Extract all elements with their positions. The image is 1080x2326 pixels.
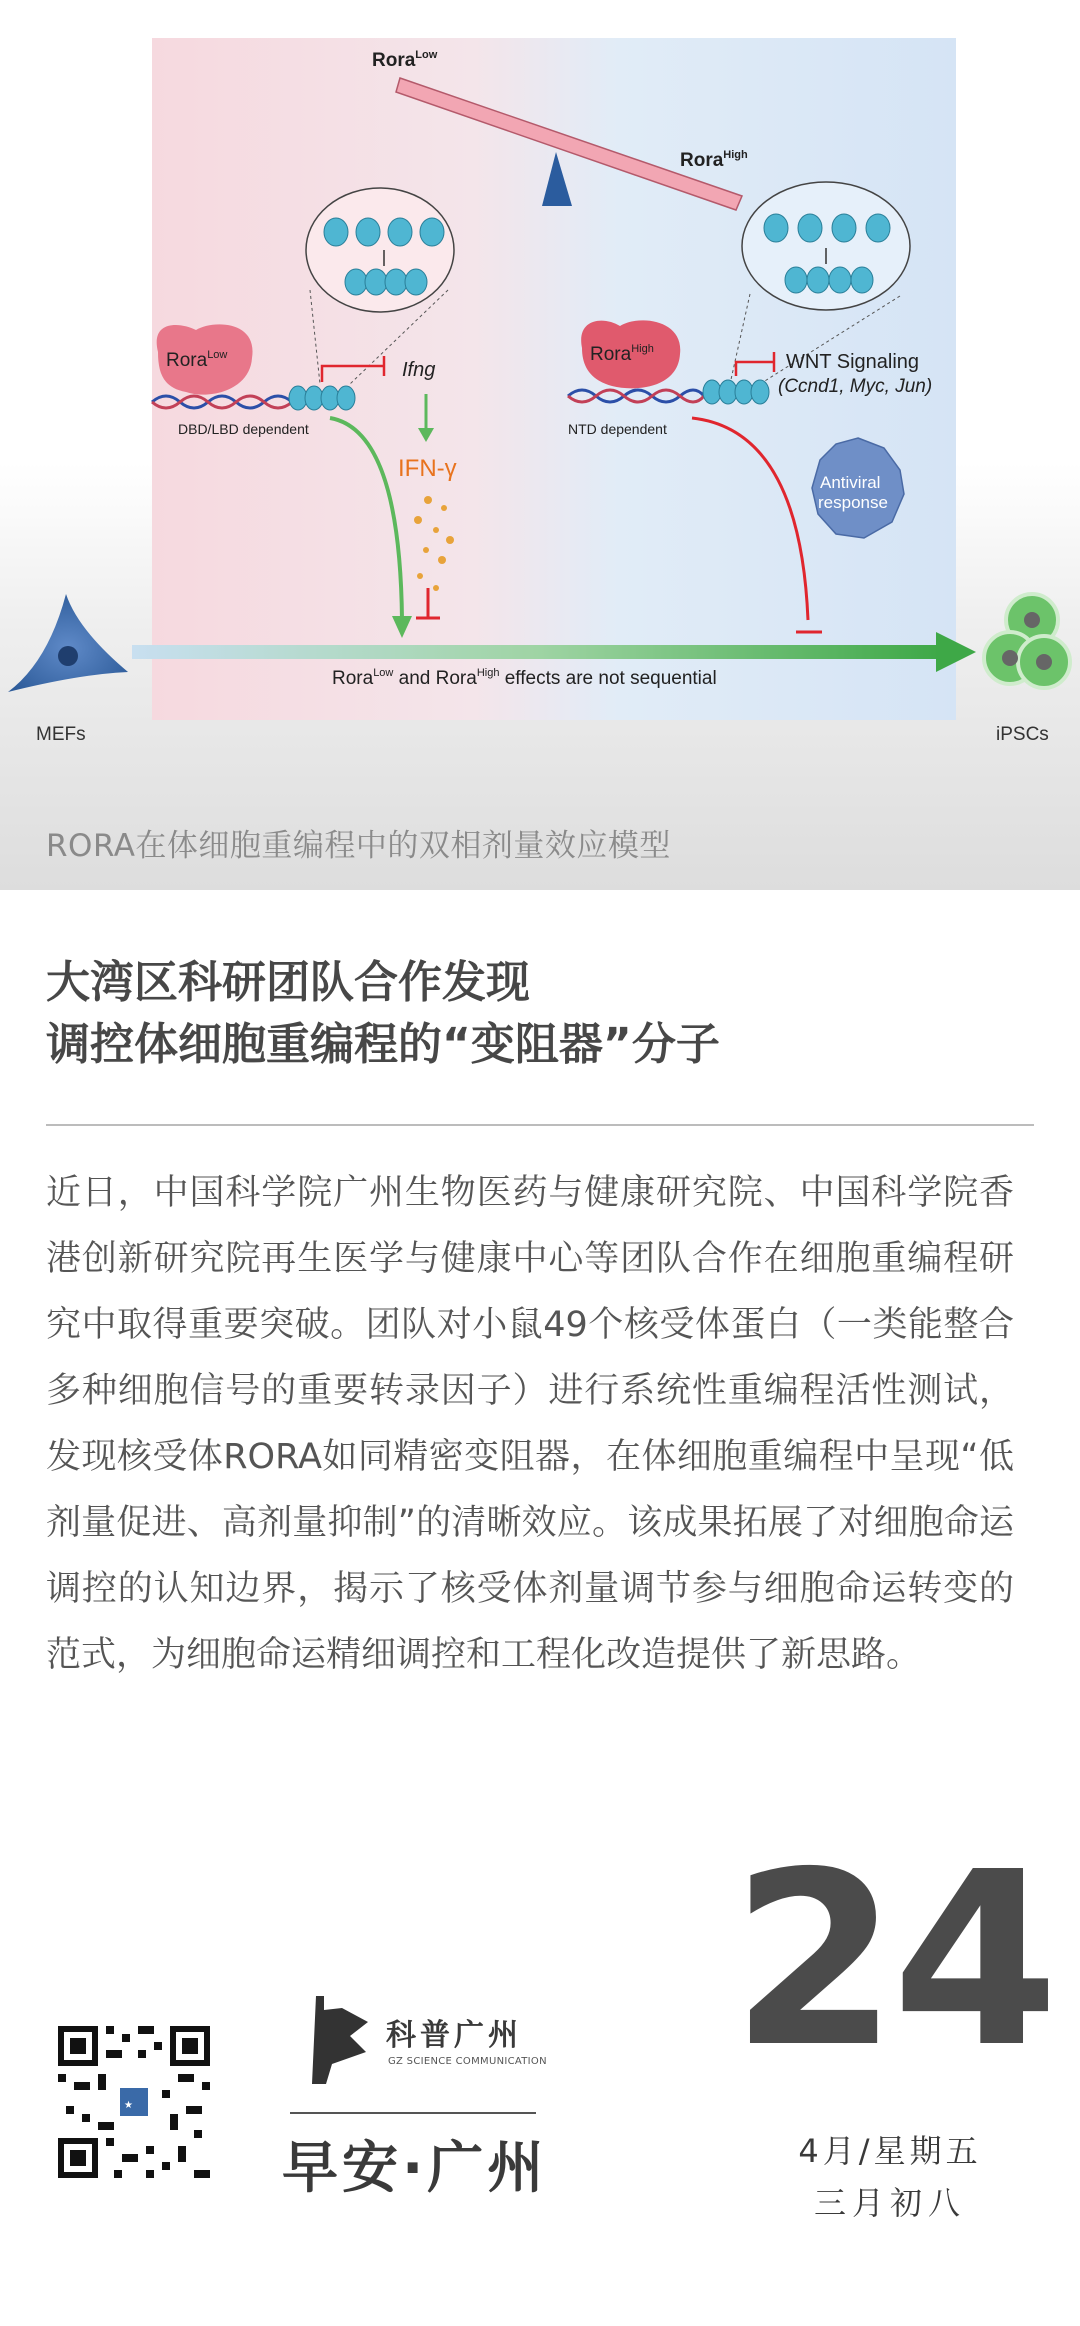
greeting-text: 早安·广州 [282,2136,548,2201]
mefs-label: MEFs [36,724,86,745]
hero-figure-area [0,0,1080,890]
ipsc-cluster [984,594,1070,688]
date-lunar: 三月初八 [813,2184,966,2222]
date-day: 24 [731,1820,1053,2100]
article-body: 近日，中国科学院广州生物医药与健康研究院、中国科学院香港创新研究院再生医学与健康中心等团队合作在细胞重编程研究中取得重要突破。团队对小鼠49个核受体蛋白（一类能整合多种细胞信号的重要转录因子）进行系统性重编程活性测试，发现核受体RORA如同精密变阻器，在体细胞重编程中呈现“低剂量促进、高剂量抑制”的清晰效应。该成果拓展了对细胞命运调控的认知边界，揭示了核受体剂量调节参与细胞命运转变的范式，为细胞命运精细调控和工程化改造提供了新思路。 [46,1173,1014,1675]
seesaw-beam [396,78,742,210]
seesaw-right-label: Rora$^{High}$ [680,149,748,171]
seesaw-left-label: Rora$^{Low}$ [372,49,438,71]
wnt-label: WNT Signaling [786,351,920,373]
title-line-2: 调控体细胞重编程的“变阻器”分子 [46,1019,720,1070]
right-protein-label: Rora$^{High}$ [590,343,654,365]
sequence-arrow [132,645,942,659]
right-dna-nucleosomes [703,380,769,404]
right-zoom-circle [742,182,910,310]
qr-code-icon[interactable] [58,2026,210,2178]
antiviral-line2: response [818,493,888,512]
ipscs-label: iPSCs [996,724,1049,745]
svg-text:★: ★ [124,2100,133,2111]
brand-english: GZ SCIENCE COMMUNICATION [388,2056,547,2067]
left-dna-nucleosomes [289,386,355,410]
article-title [46,952,1036,1076]
ifng-label: Ifng [402,359,436,381]
brand-name: 科普广州 [386,2018,522,2053]
seesaw-fulcrum [542,152,572,206]
title-line-1: 大湾区科研团队合作发现 [46,957,530,1008]
mef-cell [8,594,128,692]
ifn-gamma-label: IFN-γ [398,455,457,482]
wnt-genes: (Ccnd1, Myc, Jun) [778,376,933,397]
antiviral-line1: Antiviral [820,473,881,492]
figure-caption: RORA在体细胞重编程中的双相剂量效应模型 [46,828,671,864]
date-weekday: 4月/星期五 [798,2132,982,2170]
arrow-caption: Rora$^{Low}$ and Rora$^{High}$ effects are not sequential [332,667,717,689]
figure-diagram [0,0,1080,890]
brand-divider [290,2112,536,2114]
ifn-gamma-dots [414,496,454,591]
left-protein-label: Rora$^{Low}$ [166,349,228,371]
brand-logo-icon [296,1988,386,2088]
dbd-label: DBD/LBD dependent [178,421,309,437]
ntd-label: NTD dependent [568,421,667,437]
title-divider [46,1124,1034,1126]
